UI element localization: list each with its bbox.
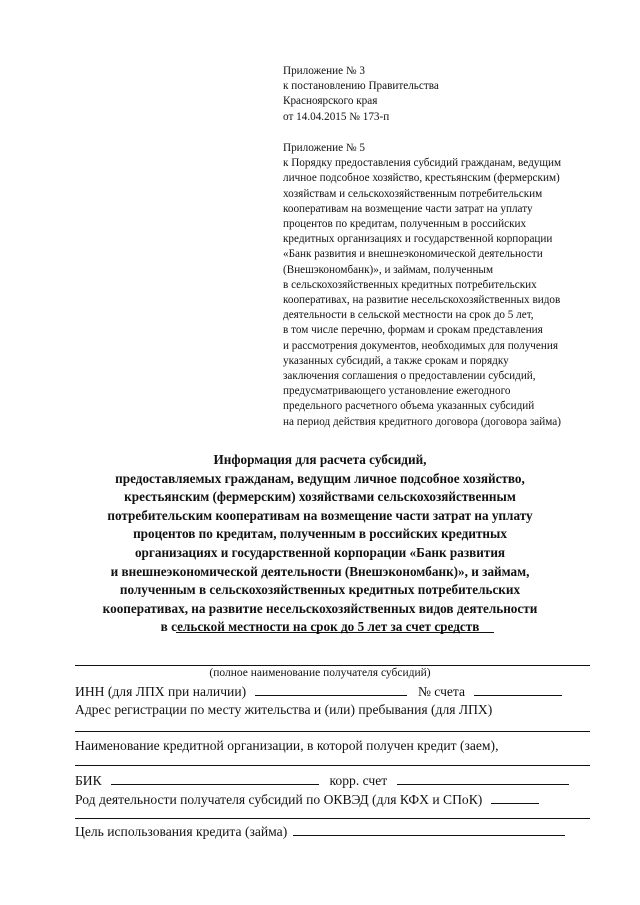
purpose-field[interactable] (293, 823, 565, 836)
appendix-5-line: (Внешэкономбанк)», и займам, полученным (283, 263, 494, 276)
title-line: полученным в сельскохозяйственных кредитных потребительских (119, 582, 521, 598)
title-line: организациях и государственной корпорации «Банк развития (134, 544, 506, 560)
appendix-5-line: на период действия кредитного договора (договора займа) (283, 415, 561, 428)
title-line: Информация для расчета субсидий, (213, 452, 427, 467)
inn-row (75, 683, 562, 700)
appendix-5-line: и рассмотрения документов, необходимых для получения (283, 339, 559, 352)
corr-account-field[interactable] (397, 772, 569, 785)
appendix-3-line: Приложение № 3 (283, 65, 365, 77)
appendix-3-header (283, 64, 613, 125)
address-field[interactable] (75, 731, 590, 732)
bik-label: БИК (75, 773, 102, 788)
recipient-name-caption: (полное наименование получателя субсидий) (209, 667, 431, 679)
bik-row (75, 772, 569, 789)
appendix-3-line: к постановлению Правительства (283, 80, 439, 93)
appendix-3-line: Красноярского края (283, 95, 378, 108)
address-label: Адрес регистрации по месту жительства и (или) пребывания (для ЛПХ) (75, 702, 493, 717)
purpose-row (75, 823, 565, 840)
appendix-5-line: хозяйствам и сельскохозяйственным потребительским (283, 187, 543, 200)
title-line: в сельской местности на срок до 5 лет за счет средств (160, 619, 480, 635)
appendix-5-line: «Банк развития и внешнеэкономической деятельности (283, 248, 543, 261)
budget-source-blank[interactable] (176, 632, 494, 633)
appendix-5-line: указанных субсидий, а также срокам и порядку (283, 354, 509, 367)
purpose-label: Цель использования кредита (займа) (75, 824, 288, 839)
appendix-5-line: предельного расчетного объема указанных субсидий (283, 400, 535, 413)
account-label: № счета (417, 684, 466, 699)
appendix-3-line: от 14.04.2015 № 173-п (283, 110, 390, 123)
inn-field[interactable] (255, 683, 407, 696)
appendix-5-line: кооперативах, на развитие несельскохозяйственных видов (283, 294, 561, 307)
document-title (40, 451, 600, 637)
title-line: предоставляемых гражданам, ведущим личное подсобное хозяйство, (115, 470, 525, 486)
bank-name-field[interactable] (75, 765, 590, 766)
appendix-5-header (283, 141, 613, 430)
appendix-5-line: в сельскохозяйственных кредитных потребительских (283, 278, 537, 291)
inn-label: ИНН (для ЛПХ при наличии) (75, 684, 247, 699)
okved-field-continued[interactable] (75, 818, 590, 819)
appendix-5-line: кредитных организациях и государственной корпорации (283, 233, 553, 246)
appendix-5-line: заключения соглашения о предоставлении субсидий, (283, 370, 536, 383)
title-line: потребительским кооперативам на возмещение части затрат на уплату (107, 507, 533, 523)
appendix-5-line: кооперативам на возмещение части затрат на уплату (283, 202, 533, 215)
okved-row (75, 791, 539, 808)
appendix-5-line: деятельности в сельской местности на срок до 5 лет, (283, 309, 534, 322)
bik-field[interactable] (111, 772, 319, 785)
account-field[interactable] (474, 683, 562, 696)
appendix-5-line: процентов по кредитам, полученным в российских (283, 218, 527, 231)
corr-account-label: корр. счет (329, 773, 388, 788)
title-line: крестьянским (фермерским) хозяйствами сельскохозяйственным (124, 489, 516, 505)
appendix-5-line: в том числе перечню, формам и срокам представления (283, 324, 543, 337)
title-line: процентов по кредитам, полученным в российских кредитных (133, 526, 507, 542)
bank-name-label: Наименование кредитной организации, в которой получен кредит (заем), (75, 738, 499, 753)
recipient-name-blank[interactable] (75, 665, 590, 666)
okved-field[interactable] (491, 791, 539, 804)
appendix-5-line: личное подсобное хозяйство, крестьянским (фермерским) (283, 172, 560, 185)
title-line: кооперативах, на развитие несельскохозяйственных видов деятельности (102, 600, 538, 616)
appendix-5-line: Приложение № 5 (283, 142, 365, 154)
appendix-5-line: к Порядку предоставления субсидий гражданам, ведущим (283, 157, 562, 170)
title-line: и внешнеэкономической деятельности (Внешэкономбанк)», и займам, (110, 563, 530, 579)
okved-label: Род деятельности получателя субсидий по ОКВЭД (для КФХ и СПоК) (75, 792, 483, 807)
appendix-5-line: предусматривающего установление ежегодного (283, 385, 511, 398)
